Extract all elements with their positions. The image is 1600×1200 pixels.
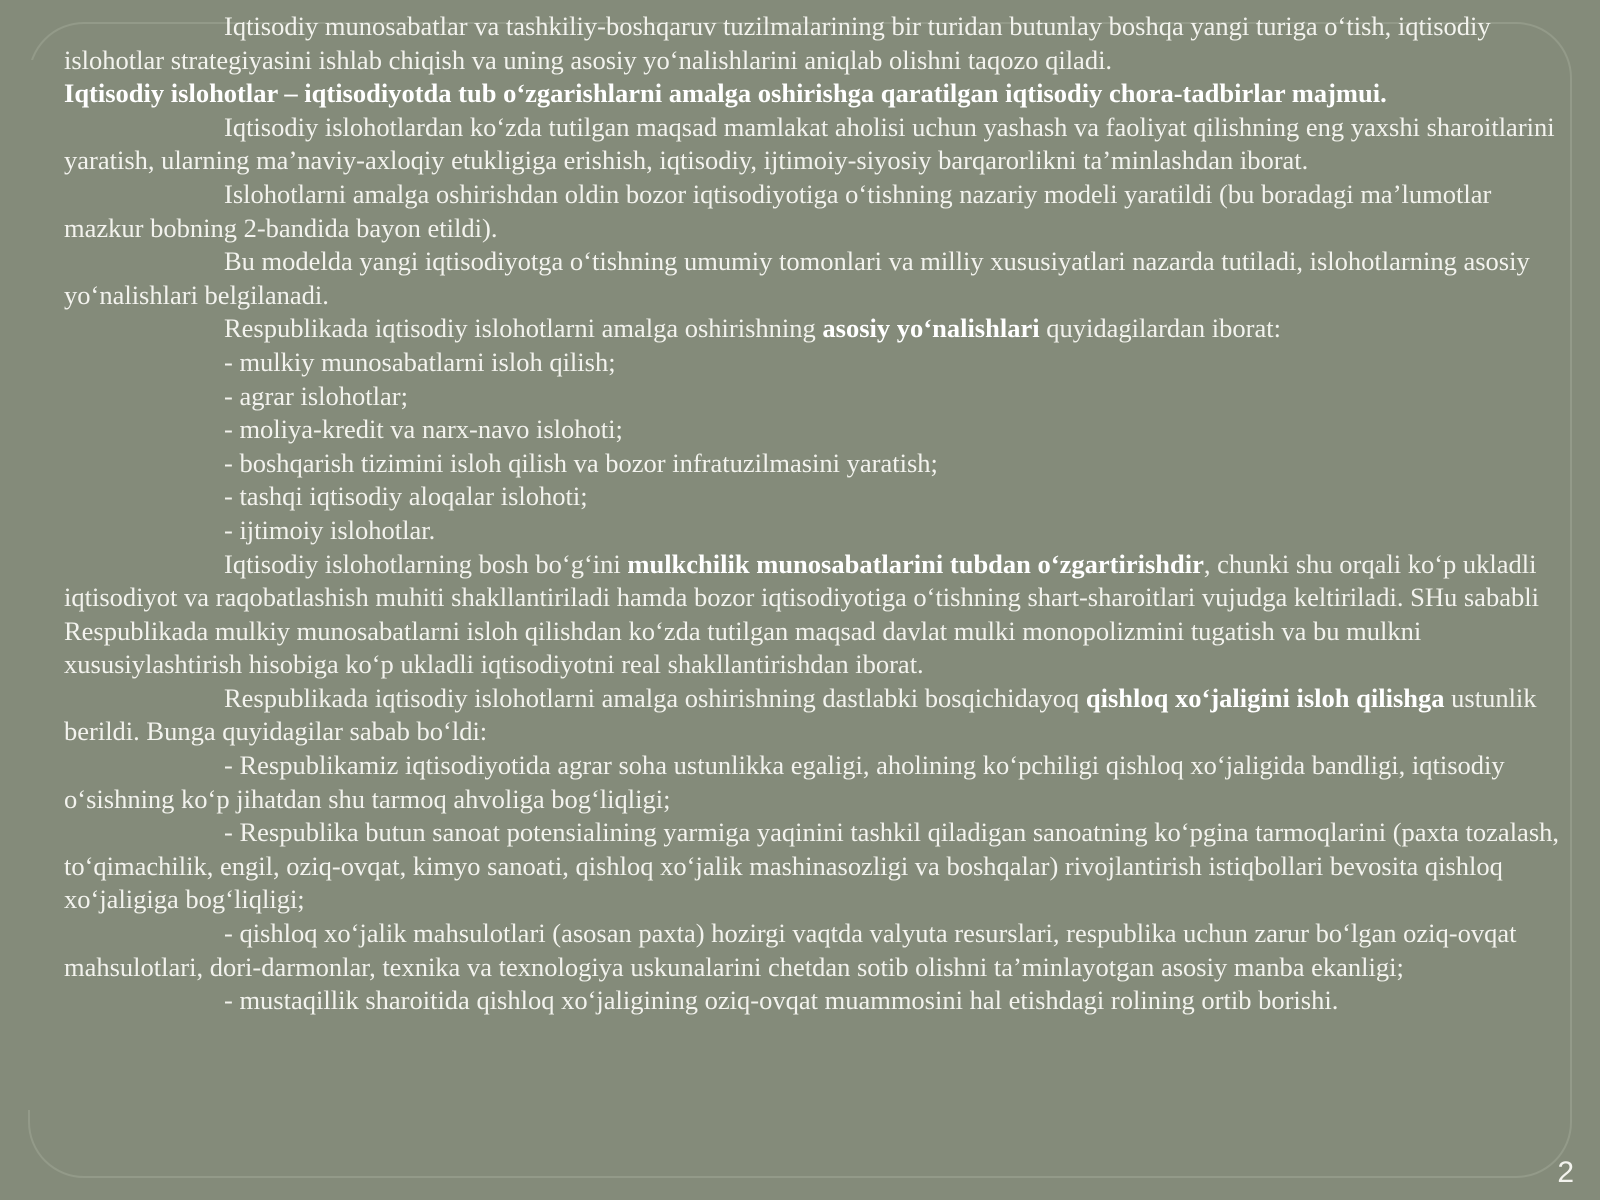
directions-intro-bold: asosiy yo‘nalishlari: [822, 313, 1040, 344]
paragraph-directions-intro: [64, 312, 1564, 346]
reason-item: - qishloq xo‘jalik mahsulotlari (asosan paxta) hozirgi vaqtda valyuta resurslari, respublika uchun zarur bo‘lgan oziq-ovqat mahsulotlari, dori-darmonlar, texnika va texnologiya uskunalarini chetdan sotib olishni ta’minlayotgan asosiy manba ekanligi;: [64, 918, 1517, 982]
list-item: - tashqi iqtisodiy aloqalar islohoti;: [224, 481, 588, 512]
ownership-tail: , chunki shu orqali ko‘p ukladli iqtisodiyot va raqobatlashish muhiti shakllantiriladi hamda bozor iqtisodiyotiga o‘tishning shart-sharoitlari vujudga keltiriladi. SHu sababli Respublikada mulkiy munosabatlarni isloh qilishdan ko‘zda tutilgan maqsad davlat mulki monopolizmini tugatish va bu mulkni xususiylashtirish hisobiga ko‘p ukladli iqtisodiyotni real shakllantirishdan iborat.: [64, 548, 1539, 680]
ownership-bold: mulkchilik munosabatlarini tubdan o‘zgartirishdir: [627, 548, 1204, 579]
directions-intro-tail: quyidagilardan iborat:: [1039, 313, 1281, 344]
paragraph-model-features: Bu modelda yangi iqtisodiyotga o‘tishning umumiy tomonlari va milliy xususiyatlari nazarda tutiladi, islohotlarning asosiy yo‘nalishlari belgilanadi.: [64, 246, 1530, 310]
paragraph-agriculture: [64, 682, 1564, 749]
paragraph-definition: [64, 77, 1564, 111]
slide-body: [64, 10, 1564, 1018]
list-item: - moliya-kredit va narx-navo islohoti;: [224, 414, 623, 445]
agriculture-bold: qishloq xo‘jaligini isloh qilishga: [1085, 682, 1445, 713]
ownership-text: Iqtisodiy islohotlarning bosh bo‘g‘ini: [224, 548, 628, 579]
frame-gap: [20, 60, 40, 1110]
reason-item: - Respublika butun sanoat potensialining yarmiga yaqinini tashkil qiladigan sanoatning ko‘pgina tarmoqlarini (paxta tozalash, to‘qimachilik, engil, oziq-ovqat, kimyo sanoati, qishloq xo‘jalik mashinasozligi va boshqalar) rivojlantirish istiqbollari bevosita qishloq xo‘jaligiga bog‘liqligi;: [64, 817, 1560, 915]
list-item: - boshqarish tizimini isloh qilish va bozor infratuzilmasini yaratish;: [224, 447, 938, 478]
reason-item: - Respublikamiz iqtisodiyotida agrar soha ustunlikka egaligi, aholining ko‘pchiligi qishloq xo‘jaligida bandligi, iqtisodiy o‘sishning ko‘p jihatdan shu tarmoq ahvoliga bog‘liqligi;: [64, 750, 1505, 814]
list-item: - ijtimoiy islohotlar.: [224, 514, 436, 545]
page-number: 2: [1557, 1156, 1574, 1189]
reason-item: - mustaqillik sharoitida qishloq xo‘jaligining oziq-ovqat muammosini hal etishdagi rolining ortib borishi.: [224, 985, 1339, 1016]
paragraph-goal: Iqtisodiy islohotlardan ko‘zda tutilgan maqsad mamlakat aholisi uchun yashash va faoliyat qilishning eng yaxshi sharoitlarini yaratish, ularning ma’naviy-axloqiy etukligiga erishish, iqtisodiy, ijtimoiy-siyosiy barqarorlikni ta’minlashdan iborat.: [64, 111, 1555, 176]
definition-bold: Iqtisodiy islohotlar – iqtisodiyotda tub o‘zgarishlarni amalga oshirishga qaratilgan iqtisodiy chora-tadbirlar majmui.: [64, 78, 1387, 109]
agriculture-text: Respublikada iqtisodiy islohotlarni amalga oshirishning dastlabki bosqichidayoq: [224, 682, 1086, 713]
paragraph-transition: Iqtisodiy munosabatlar va tashkiliy-boshqaruv tuzilmalarining bir turidan butunlay boshqa yangi turiga o‘tish, iqtisodiy islohotlar strategiyasini ishlab chiqish va uning asosiy yo‘nalishlarini aniqlab olishni taqozo qiladi.: [64, 11, 1491, 75]
list-item: - mulkiy munosabatlarni isloh qilish;: [224, 346, 616, 377]
list-item: - agrar islohotlar;: [224, 380, 408, 411]
paragraph-model: Islohotlarni amalga oshirishdan oldin bozor iqtisodiyotiga o‘tishning nazariy modeli yaratildi (bu boradagi ma’lumotlar mazkur bobning 2-bandida bayon etildi).: [64, 178, 1492, 243]
agriculture-tail: ustunlik berildi. Bunga quyidagilar sabab bo‘ldi:: [64, 682, 1537, 747]
paragraph-ownership: [64, 548, 1564, 682]
directions-intro-text: Respublikada iqtisodiy islohotlarni amalga oshirishning: [224, 313, 823, 344]
